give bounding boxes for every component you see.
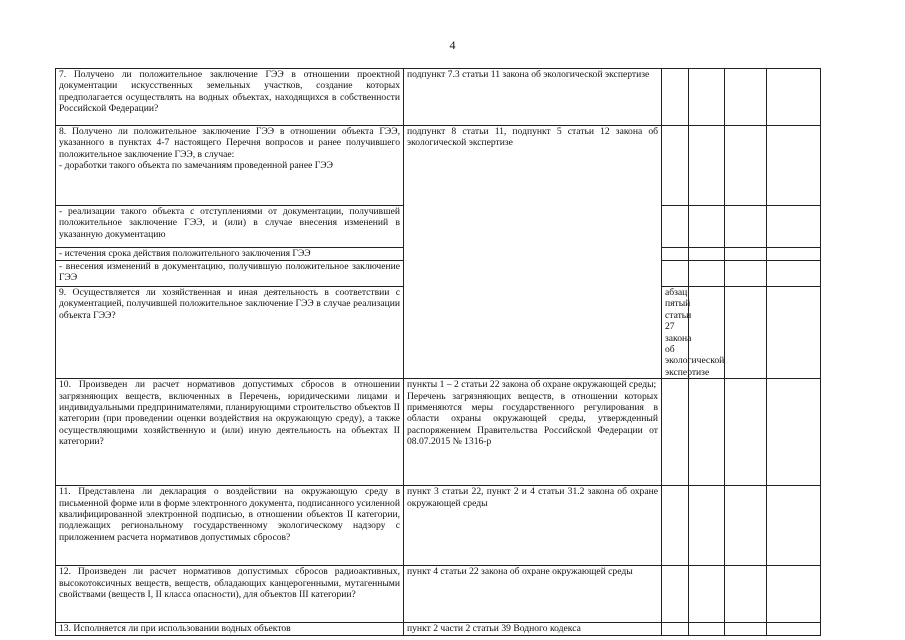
question-text: 8. Получено ли положительное заключение ГЭЭ в отношении объекта ГЭЭ, указанного в пунктах 4-7 настоящего Перечня вопросов и ранее получившего положительное заключение ГЭЭ, в случае: — [59, 126, 400, 160]
notes-cell[interactable] — [767, 566, 821, 623]
notes-cell[interactable] — [767, 248, 821, 261]
question-cell: 10. Произведен ли расчет нормативов допустимых сбросов в отношении загрязняющих веществ, включенных в Перечень, юридическими лицами и индивидуальными предпринимателями, планирующими строительство объектов II категории (при проведении оценки воздействия на окружающую среду), а также осуществляющими хозяйственную и (или) иную деятельность на объектах II категории? — [56, 379, 404, 486]
reference-cell: пункт 3 статьи 22, пункт 2 и 4 статьи 31.2 закона об охране окружающей среды — [404, 486, 662, 566]
answer-cell-yes[interactable] — [662, 248, 689, 261]
notes-cell[interactable] — [767, 486, 821, 566]
table-row — [56, 126, 821, 206]
table-row — [56, 623, 821, 636]
reference-cell: пункт 4 статьи 22 закона об охране окружающей среды — [404, 566, 662, 623]
answer-cell-na[interactable] — [725, 248, 767, 261]
answer-cell-no[interactable] — [689, 248, 725, 261]
checklist-table — [55, 68, 821, 636]
answer-cell-yes[interactable] — [662, 69, 689, 126]
answer-cell-no[interactable] — [725, 287, 767, 379]
question-subitem: - истечения срока действия положительного заключения ГЭЭ — [56, 248, 404, 261]
answer-cell-yes[interactable] — [662, 623, 689, 636]
answer-cell-no[interactable] — [689, 206, 725, 248]
answer-cell-na[interactable] — [725, 623, 767, 636]
question-cell: 13. Исполняется ли при использовании водных объектов — [56, 623, 404, 636]
answer-cell-na[interactable] — [725, 486, 767, 566]
answer-cell-no[interactable] — [689, 261, 725, 287]
table-row — [56, 379, 821, 486]
reference-line: пункты 1 – 2 статьи 22 закона об охране окружающей среды; — [407, 379, 657, 391]
reference-cell: пункт 2 части 2 статьи 39 Водного кодекса — [404, 623, 662, 636]
question-subitem: - доработки такого объекта по замечаниям проведенной ранее ГЭЭ — [59, 160, 333, 172]
answer-cell-na[interactable] — [725, 566, 767, 623]
answer-cell-yes[interactable] — [662, 379, 689, 486]
answer-cell-na[interactable] — [767, 287, 821, 379]
answer-cell-na[interactable] — [725, 379, 767, 486]
answer-cell-yes[interactable] — [662, 486, 689, 566]
answer-cell-na[interactable] — [725, 206, 767, 248]
answer-cell-no[interactable] — [689, 69, 725, 126]
question-cell — [56, 126, 404, 206]
notes-cell[interactable] — [767, 126, 821, 206]
reference-cell — [404, 379, 662, 486]
reference-cell: подпункт 7.3 статьи 11 закона об экологической экспертизе — [404, 69, 662, 126]
table-row — [56, 486, 821, 566]
question-cell: 7. Получено ли положительное заключение ГЭЭ в отношении проектной документации искусственных земельных участков, создание которых предполагается осуществлять на водных объектах, находящихся в собственности Российской Федерации? — [56, 69, 404, 126]
answer-cell-na[interactable] — [725, 126, 767, 206]
question-subitem: - внесения изменений в документацию, получившую положительное заключение ГЭЭ — [56, 261, 404, 287]
reference-cell: подпункт 8 статьи 11, подпункт 5 статьи 12 закона об экологической экспертизе — [404, 126, 662, 379]
notes-cell[interactable] — [767, 69, 821, 126]
table-row — [56, 69, 821, 126]
page-number: 4 — [449, 38, 456, 52]
answer-cell-no[interactable] — [689, 486, 725, 566]
notes-cell[interactable] — [767, 623, 821, 636]
question-cell: 11. Представлена ли декларация о воздействии на окружающую среду в письменной форме или в форме электронного документа, подписанного усиленной квалифицированной электронной подписью, в отношении объектов II категории, подлежащих региональному государственному экологическому надзору с приложением расчета нормативов допустимых сбросов? — [56, 486, 404, 566]
answer-cell-no[interactable] — [689, 126, 725, 206]
answer-cell-na[interactable] — [725, 69, 767, 126]
notes-cell[interactable] — [767, 261, 821, 287]
question-cell: 12. Произведен ли расчет нормативов допустимых сбросов радиоактивных, высокотоксичных веществ, веществ, обладающих канцерогенными, мутагенными свойствами (веществ I, II класса опасности), для объектов III категории? — [56, 566, 404, 623]
reference-cell: абзац пятый статьи 27 закона об экологической экспертизе — [662, 287, 689, 379]
question-cell: 9. Осуществляется ли хозяйственная и иная деятельность в соответствии с документацией, получившей положительное заключение ГЭЭ в случае реализации объекта ГЭЭ? — [56, 287, 404, 379]
notes-cell[interactable] — [767, 379, 821, 486]
answer-cell-na[interactable] — [725, 261, 767, 287]
table-row — [56, 566, 821, 623]
answer-cell-yes[interactable] — [662, 261, 689, 287]
answer-cell-yes[interactable] — [662, 126, 689, 206]
reference-line: Перечень загрязняющих веществ, в отношении которых применяются меры государственного регулирования в области охраны окружающей среды, утвержденный распоряжением Правительства Российской Федерации от 08.07.2015 № 1316-р — [407, 390, 658, 448]
answer-cell-no[interactable] — [689, 566, 725, 623]
question-subitem: - реализации такого объекта с отступлениями от документации, получившей положительное заключение ГЭЭ, и (или) в случае внесения изменений в указанную документацию — [56, 206, 404, 248]
answer-cell-no[interactable] — [689, 379, 725, 486]
answer-cell-no[interactable] — [689, 623, 725, 636]
answer-cell-yes[interactable] — [662, 206, 689, 248]
notes-cell[interactable] — [767, 206, 821, 248]
answer-cell-yes[interactable] — [662, 566, 689, 623]
